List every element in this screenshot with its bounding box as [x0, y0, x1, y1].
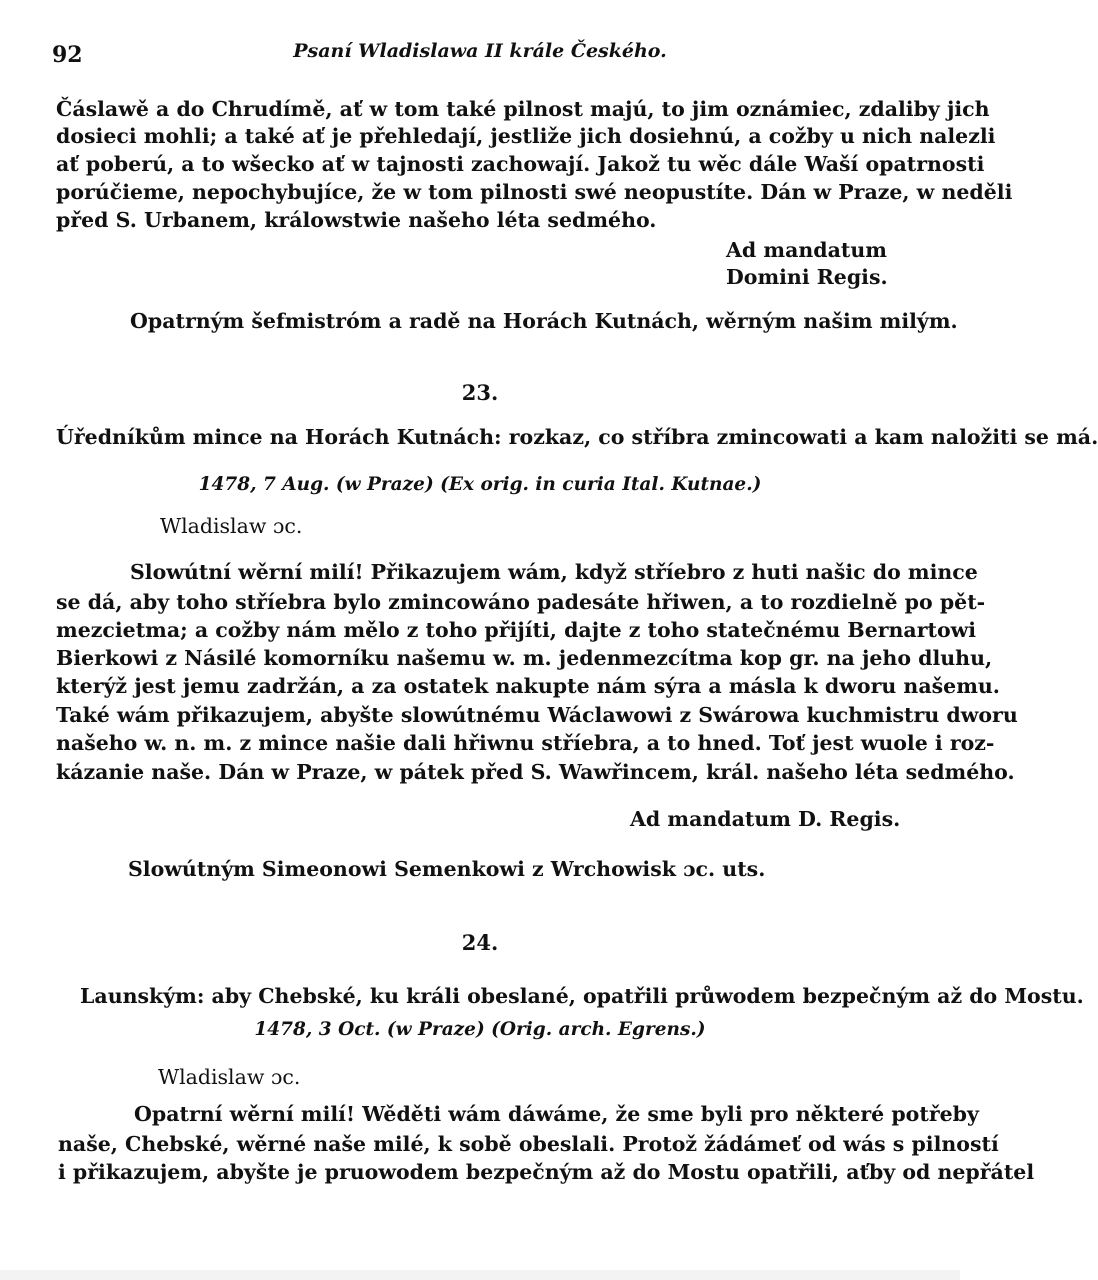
running-title: Psaní Wladislawa II krále Českého. — [293, 40, 667, 62]
section-number: 23. — [461, 380, 499, 405]
page-bottom-edge — [0, 1270, 960, 1280]
address-line: Slowútným Simeonowi Semenkowi z Wrchowisk ɔc. uts. — [128, 857, 766, 881]
text-line: našeho w. n. m. z mince našie dali hřiwnu stříebra, a to hned. Toť jest wuole i roz- — [56, 731, 995, 755]
text-line: Bierkowi z Násilé komorníku našemu w. m. jedenmezcítma kop gr. na jeho dluhu, — [56, 646, 993, 670]
salutation: Wladislaw ɔc. — [160, 514, 303, 538]
text-line: se dá, aby toho stříebra bylo zmincowáno padesáte hřiwen, a to rozdielně po pět- — [56, 590, 986, 614]
section-summary: Launským: aby Chebské, ku králi obeslané, opatřili průwodem bezpečným až do Mostu. — [80, 984, 1084, 1008]
text-line: Slowútní wěrní milí! Přikazujem wám, když stříebro z huti našic do mince — [130, 560, 978, 584]
section-date: 1478, 3 Oct. (w Praze) (Orig. arch. Egrens.) — [254, 1019, 706, 1040]
section-number: 24. — [461, 930, 499, 955]
text-line: Také wám přikazujem, abyšte slowútnému Wáclawowi z Swárowa kuchmistru dworu — [56, 703, 1018, 727]
text-line: naše, Chebské, wěrné naše milé, k sobě obeslali. Protož žádámeť od wás s pilností — [58, 1132, 999, 1156]
salutation: Wladislaw ɔc. — [158, 1065, 301, 1089]
mandate-line: Domini Regis. — [726, 265, 888, 289]
text-line: ať poberú, a to wšecko ať w tajnosti zachowají. Jakož tu wěc dále Waší opatrnosti — [56, 152, 985, 176]
text-line: porúčieme, nepochybujíce, že w tom pilnosti swé neopustíte. Dán w Praze, w neděli — [56, 180, 1013, 204]
text-line: dosieci mohli; a také ať je přehledají, jestliže jich dosiehnú, a cožby u nich nalezli — [56, 124, 996, 148]
mandate-line: Ad mandatum D. Regis. — [630, 807, 901, 831]
section-summary: Úředníkům mince na Horách Kutnách: rozkaz, co stříbra zmincowati a kam naložiti se má. — [56, 425, 1098, 449]
text-line: Čáslawě a do Chrudímě, ať w tom také pilnost majú, to jim oznámiec, zdaliby jich — [56, 97, 990, 121]
address-line: Opatrným šefmistróm a radě na Horách Kutnách, wěrným našim milým. — [130, 309, 958, 333]
text-line: i přikazujem, abyšte je pruowodem bezpečným až do Mostu opatřili, aťby od nepřátel — [58, 1160, 1035, 1184]
section-date: 1478, 7 Aug. (w Praze) (Ex orig. in curia Ital. Kutnae.) — [198, 474, 762, 495]
text-line: kázanie naše. Dán w Praze, w pátek před S. Wawřincem, král. našeho léta sedmého. — [56, 760, 1015, 784]
text-line: mezcietma; a cožby nám mělo z toho přijíti, dajte z toho statečnému Bernartowi — [56, 618, 977, 642]
text-line: Opatrní wěrní milí! Wěděti wám dáwáme, že sme byli pro některé potřeby — [134, 1102, 979, 1126]
mandate-line: Ad mandatum — [726, 238, 887, 262]
text-line: před S. Urbanem, králowstwie našeho léta sedmého. — [56, 208, 657, 232]
text-line: kterýž jest jemu zadržán, a za ostatek nakupte nám sýra a másla k dworu našemu. — [56, 674, 1000, 698]
page-number: 92 — [52, 42, 83, 68]
